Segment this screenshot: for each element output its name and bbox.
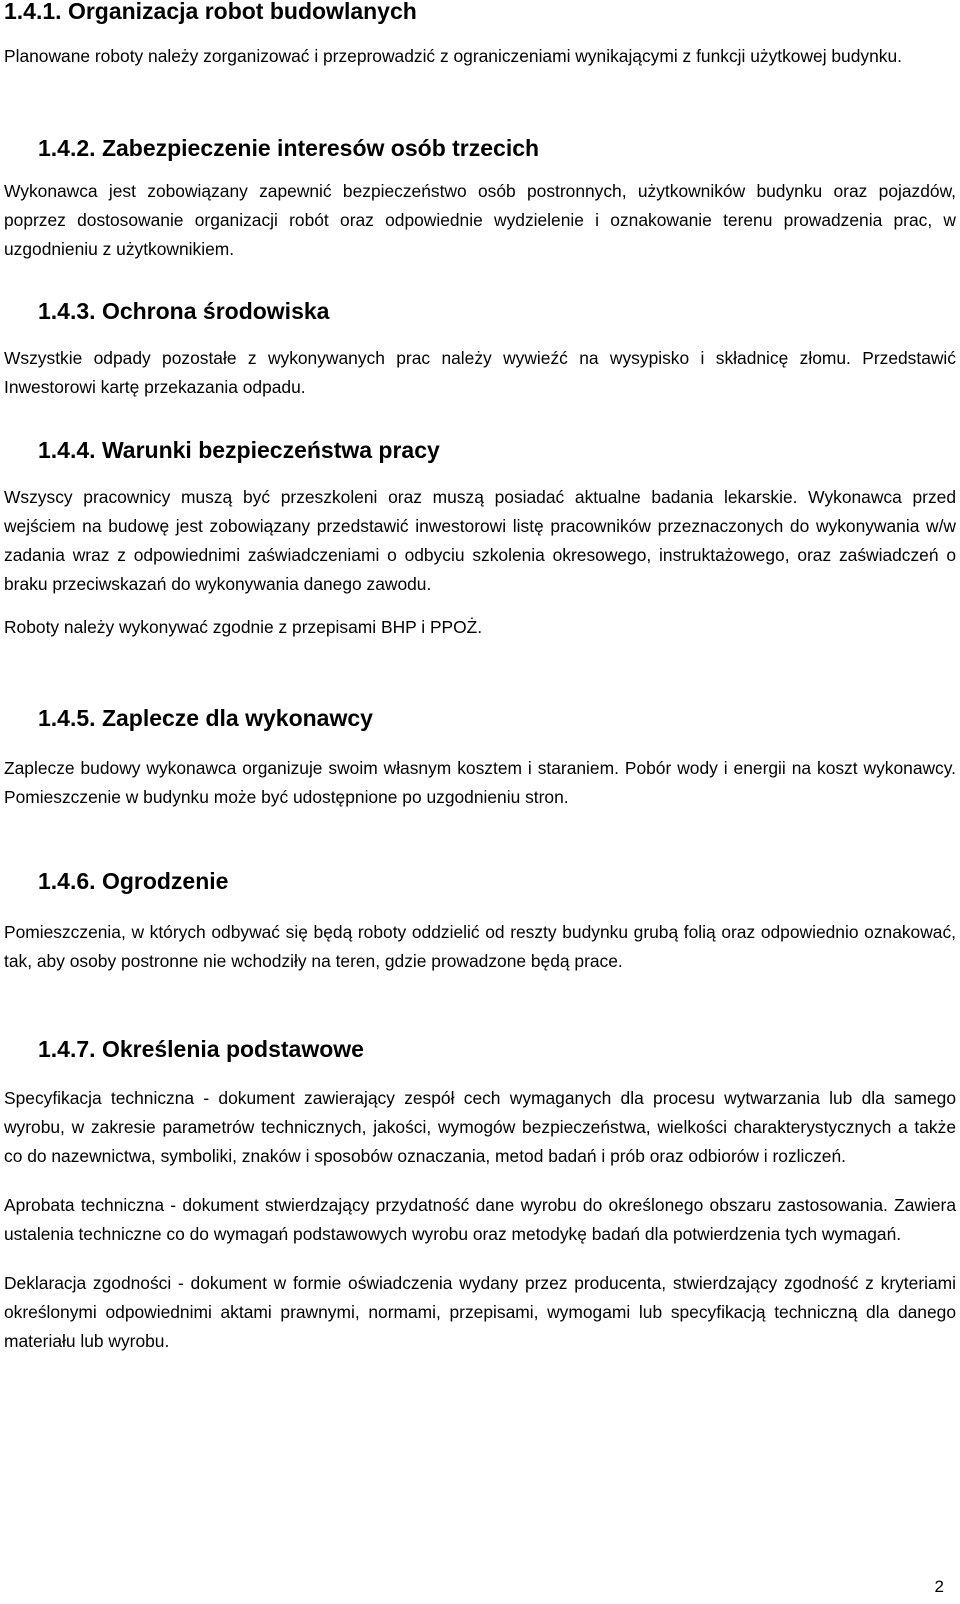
section-1-4-6	[4, 866, 956, 976]
section-heading: 1.4.6. Ogrodzenie	[38, 868, 229, 894]
section-1-4-3	[4, 296, 956, 402]
section-heading: 1.4.4. Warunki bezpieczeństwa pracy	[38, 437, 440, 463]
section-heading: 1.4.3. Ochrona środowiska	[38, 298, 330, 324]
paragraph: Aprobata techniczna - dokument stwierdzający przydatność dane wyrobu do określonego obszaru zastosowania. Zawiera ustalenia techniczne co do wymagań podstawowych wyrobu oraz metodykę badań dla potwierdzenia tych wymagań.	[4, 1195, 956, 1244]
paragraph: Zaplecze budowy wykonawca organizuje swoim własnym kosztem i staraniem. Pobór wody i energii na koszt wykonawcy. Pomieszczenie w budynku może być udostępnione po uzgodnieniu stron.	[4, 758, 956, 807]
paragraph: Wszyscy pracownicy muszą być przeszkoleni oraz muszą posiadać aktualne badania lekarskie. Wykonawca przed wejściem na budowę jest zobowiązany przedstawić inwestorowi listę pracowników przeznaczonych do wykonywania w/w zadania wraz z odpowiednimi zaświadczeniami o odbyciu szkolenia okresowego, instruktażowego, oraz zaświadczeń o braku przeciwskazań do wykonywania danego zawodu.	[4, 487, 956, 594]
paragraph: Planowane roboty należy zorganizować i przeprowadzić z ograniczeniami wynikającymi z funkcji użytkowej budynku.	[4, 46, 902, 66]
section-heading: 1.4.7. Określenia podstawowe	[38, 1036, 364, 1062]
section-heading: 1.4.2. Zabezpieczenie interesów osób trzecich	[38, 135, 540, 161]
paragraph: Roboty należy wykonywać zgodnie z przepisami BHP i PPOŻ.	[4, 617, 483, 637]
paragraph: Specyfikacja techniczna - dokument zawierający zespół cech wymaganych dla procesu wytwarzania lub dla samego wyrobu, w zakresie parametrów technicznych, jakości, wymogów bezpieczeństwa, wielkości charakterystycznych a także co do nazewnictwa, symboliki, znaków i sposobów oznaczania, metod badań i prób oraz odbiorów i rozliczeń.	[4, 1088, 956, 1166]
paragraph: Pomieszczenia, w których odbywać się będą roboty oddzielić od reszty budynku grubą folią oraz odpowiednio oznakować, tak, aby osoby postronne nie wchodziły na teren, gdzie prowadzone będą prace.	[4, 922, 956, 971]
section-1-4-7	[4, 1034, 956, 1356]
section-1-4-2	[4, 133, 956, 264]
section-heading: 1.4.5. Zaplecze dla wykonawcy	[38, 705, 373, 731]
page-number: 2	[934, 1577, 944, 1596]
paragraph: Wykonawca jest zobowiązany zapewnić bezpieczeństwo osób postronnych, użytkowników budynku oraz pojazdów, poprzez dostosowanie organizacji robót oraz odpowiednie wydzielenie i oznakowanie terenu prowadzenia prac, w uzgodnieniu z użytkownikiem.	[4, 181, 956, 259]
section-heading: 1.4.1. Organizacja robot budowlanych	[4, 0, 417, 24]
section-1-4-1	[4, 0, 956, 71]
section-1-4-5	[4, 703, 956, 812]
paragraph: Wszystkie odpady pozostałe z wykonywanych prac należy wywieźć na wysypisko i składnicę złomu. Przedstawić Inwestorowi kartę przekazania odpadu.	[4, 348, 956, 397]
section-1-4-4	[4, 435, 956, 642]
paragraph: Deklaracja zgodności - dokument w formie oświadczenia wydany przez producenta, stwierdzający zgodność z kryteriami określonymi odpowiednimi aktami prawnymi, normami, przepisami, wymogami lub specyfikacją techniczną dla danego materiału lub wyrobu.	[4, 1273, 956, 1351]
